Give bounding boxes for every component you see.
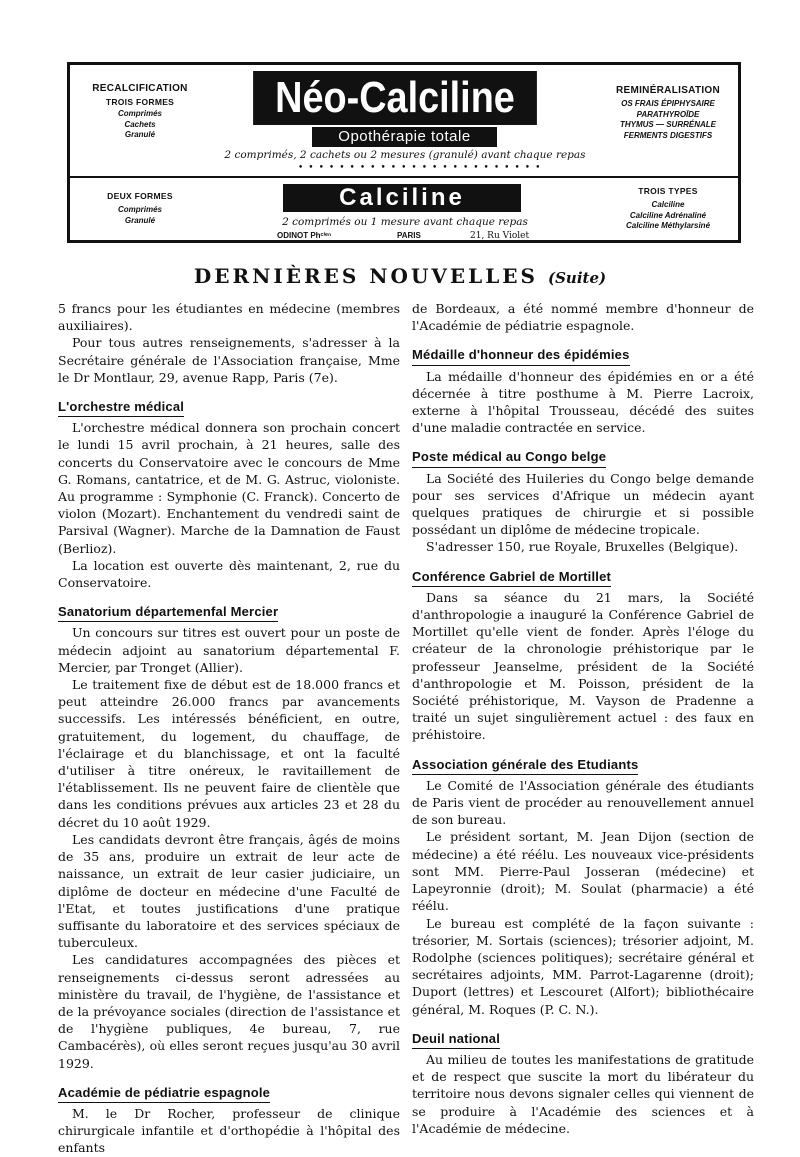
- paragraph: Le président sortant, M. Jean Dijon (section de médecine) a été réélu. Les nouveaux vice-présidents sont MM. Pierre-Paul Josseran (médecine) et Lapeyronnie (droit); M. Soulat (pharmacie) a été réélu.: [412, 829, 754, 914]
- ad-left-bottom: [80, 191, 200, 226]
- section-heading: Poste médical au Congo belge: [412, 448, 606, 467]
- news-section: [58, 591, 400, 1071]
- news-section: [58, 386, 400, 591]
- brand-subtitle: Opothérapie totale: [312, 127, 497, 147]
- ad-left-top-heading: RECALCIFICATION: [92, 83, 188, 94]
- paragraph: M. le Dr Rocher, professeur de clinique chirurgicale infantile et d'orthopédie à l'hôpital des enfants: [58, 1105, 400, 1156]
- ad-divider: [70, 176, 738, 178]
- paragraph: La location est ouverte dès maintenant, 2, rue du Conservatoire.: [58, 557, 400, 591]
- page-title: [0, 264, 800, 288]
- paragraph: L'orchestre médical donnera son prochain concert le lundi 15 avril prochain, à 21 heures, salle des concerts du Conservatoire avec le concours de Mme G. Romans, cantatrice, et de M. G. Astruc, violoniste. Au programme : Symphonie (C. Franck). Concerto de violon (Mozart). Enchantement du vendredi saint de Parsival (Wagner). Marche de la Damnation de Faust (Berlioz).: [58, 420, 400, 556]
- news-section: [412, 334, 754, 436]
- ad-left-top-subheading: TROIS FORMES: [105, 97, 175, 107]
- ad-ingredient-item: PARATHYROÏDE: [636, 109, 700, 119]
- paragraph: Au milieu de toutes les manifestations de gratitude et de respect que suscite la mort du libérateur du territoire nous devons signaler celles qui viennent de se produire à l'Académie des sciences et à l'Académie de médecine.: [412, 1051, 754, 1136]
- left-column: [58, 300, 400, 1157]
- news-section: [412, 436, 754, 555]
- section-heading: L'orchestre médical: [58, 398, 184, 417]
- ad-form-item: Granulé: [124, 130, 156, 139]
- ad-form-item: Comprimés: [117, 205, 162, 214]
- paragraph: S'adresser 150, rue Royale, Bruxelles (Belgique).: [426, 539, 739, 555]
- paragraph: Un concours sur titres est ouvert pour un poste de médecin adjoint au sanatorium départemental F. Mercier, par Tronget (Allier).: [58, 625, 400, 675]
- section-heading: Deuil national: [412, 1030, 500, 1049]
- ad-city: PARIS: [397, 231, 421, 240]
- paragraph: Pour tous autres renseignements, s'adresser à la Secrétaire générale de l'Association française, Mme le Dr Montlaur, 29, avenue Rapp, Paris (7e).: [58, 335, 400, 385]
- ad-right-top: [598, 85, 738, 141]
- paragraph: 5 francs pour les étudiantes en médecine (membres auxiliaires).: [58, 301, 400, 334]
- ad-right-bottom: [598, 186, 738, 232]
- news-section: [412, 556, 754, 744]
- advertisement-box: [67, 62, 741, 243]
- ad-right-bottom-heading: TROIS TYPES: [638, 186, 698, 196]
- news-section: [58, 1072, 400, 1157]
- news-section: [412, 1018, 754, 1137]
- section-heading: Association générale des Etudiants: [412, 756, 638, 775]
- ad-ingredient-item: FERMENTS DIGESTIFS: [623, 130, 713, 140]
- paragraph: Les candidatures accompagnées des pièces et renseignements ci-dessus seront adressées au ministère du travail, de l'hygiène, de l'assistance et de la prévoyance sociales (direction de l'assistance et de l'hygiène publiques, 4e bureau, 7, rue Cambacérès), où elles seront reçues jusqu'au 30 avril 1929.: [58, 952, 400, 1071]
- paragraph: Le Comité de l'Association générale des étudiants de Paris vient de procéder au renouvellement annuel de son bureau.: [412, 777, 754, 828]
- paragraph: Le bureau est complété de la façon suivante : trésorier, M. Sortais (sciences); trésorier adjoint, M. Rodolphe (sciences politiques); secrétaire général et secrétaires adjoints, MM. Parrot-Lagarenne (droit); Duport (lettres) et Lescouret (Alfort); bibliothécaire général, M. Roques (P. C. N.).: [412, 915, 754, 1017]
- ad-left-bottom-heading: DEUX FORMES: [107, 191, 173, 201]
- ad-form-item: Cachets: [124, 119, 156, 129]
- section-heading: Académie de pédiatrie espagnole: [58, 1084, 270, 1103]
- paragraph: Dans sa séance du 21 mars, la Société d'anthropologie a inauguré la Conférence Gabriel de Mortillet qu'elle vient de fonder. Après l'éloge du créateur de la chronologie préhistorique par le professeur Jeanselme, président de la Société d'anthropologie et M. Poisson, président de la Société préhistorique, M. Vayson de Pradenne a traité un sujet singulièrement actuel : des faux en préhistoire.: [412, 589, 754, 743]
- news-section: [412, 744, 754, 1018]
- ad-ingredient-item: OS FRAIS ÉPIPHYSAIRE: [621, 99, 715, 108]
- section-heading: Sanatorium départemenfal Mercier: [58, 603, 278, 622]
- dotted-separator: ••••••••••••••••••••••••: [298, 163, 546, 173]
- right-column: [412, 300, 754, 1137]
- ad-type-item: Calciline: [651, 200, 685, 209]
- ad-type-item: Calciline Méthylarsiné: [625, 221, 711, 230]
- section-heading: Conférence Gabriel de Mortillet: [412, 568, 611, 587]
- paragraph: La médaille d'honneur des épidémies en or a été décernée à titre posthume à M. Pierre Lacroix, externe à l'hôpital Trousseau, décédé des suites d'une maladie contractée en service.: [412, 368, 754, 436]
- section-heading: Médaille d'honneur des épidémies: [412, 346, 630, 365]
- ad-ingredient-item: THYMUS — SURRÉNALE: [619, 120, 716, 129]
- ad-type-item: Calciline Adrénaliné: [629, 210, 707, 220]
- page-title-suffix: (Suite): [547, 269, 607, 287]
- brand-logo-neo-calciline: Néo-Calciline: [253, 71, 537, 125]
- paragraph: de Bordeaux, a été nommé membre d'honneur de l'Académie de pédiatrie espagnole.: [412, 301, 754, 334]
- dosage-text-1: 2 comprimés, 2 cachets ou 2 mesures (granulé) avant chaque repas: [224, 149, 586, 161]
- paragraph: Le traitement fixe de début est de 18.000 francs et peut atteindre 26.000 francs par avancements successifs. Les intéressés bénéficient, en outre, gratuitement, du logement, du chauffage, de l'éclairage et du blanchissage, et ont la faculté d'utiliser à titre onéreux, le ravitaillement de l'établissement. Ils ne peuvent faire de clientèle que dans les conditions prévues aux articles 23 et 28 du décret du 10 août 1929.: [58, 677, 400, 830]
- ad-maker: ODINOT Phᶜⁱᵉⁿ: [277, 231, 332, 240]
- ad-right-top-heading: REMINÉRALISATION: [615, 85, 721, 96]
- dosage-text-2: 2 comprimés ou 1 mesure avant chaque repas: [282, 216, 528, 228]
- ad-form-item: Comprimés: [117, 109, 162, 118]
- paragraph: Les candidats devront être français, âgés de moins de 35 ans, produire un extrait de leur acte de naissance, un extrait de leur casier judiciaire, un diplôme de docteur en médecine d'une Faculté de l'Etat, et toutes justifications d'une pratique suffisante du laboratoire et des services spéciaux de tuberculeux.: [58, 831, 400, 951]
- ad-left-top: [80, 83, 200, 141]
- brand-logo-calciline: Calciline: [283, 184, 521, 212]
- ad-address: 21, Ru Violet: [470, 231, 530, 241]
- ad-form-item: Granulé: [124, 215, 156, 225]
- page-title-text: DERNIÈRES NOUVELLES: [193, 264, 538, 288]
- paragraph: La Société des Huileries du Congo belge demande pour ses services d'Afrique un médecin ayant quelques pratiques de chirurgie et si possible possédant un diplôme de médecine tropicale.: [412, 470, 754, 538]
